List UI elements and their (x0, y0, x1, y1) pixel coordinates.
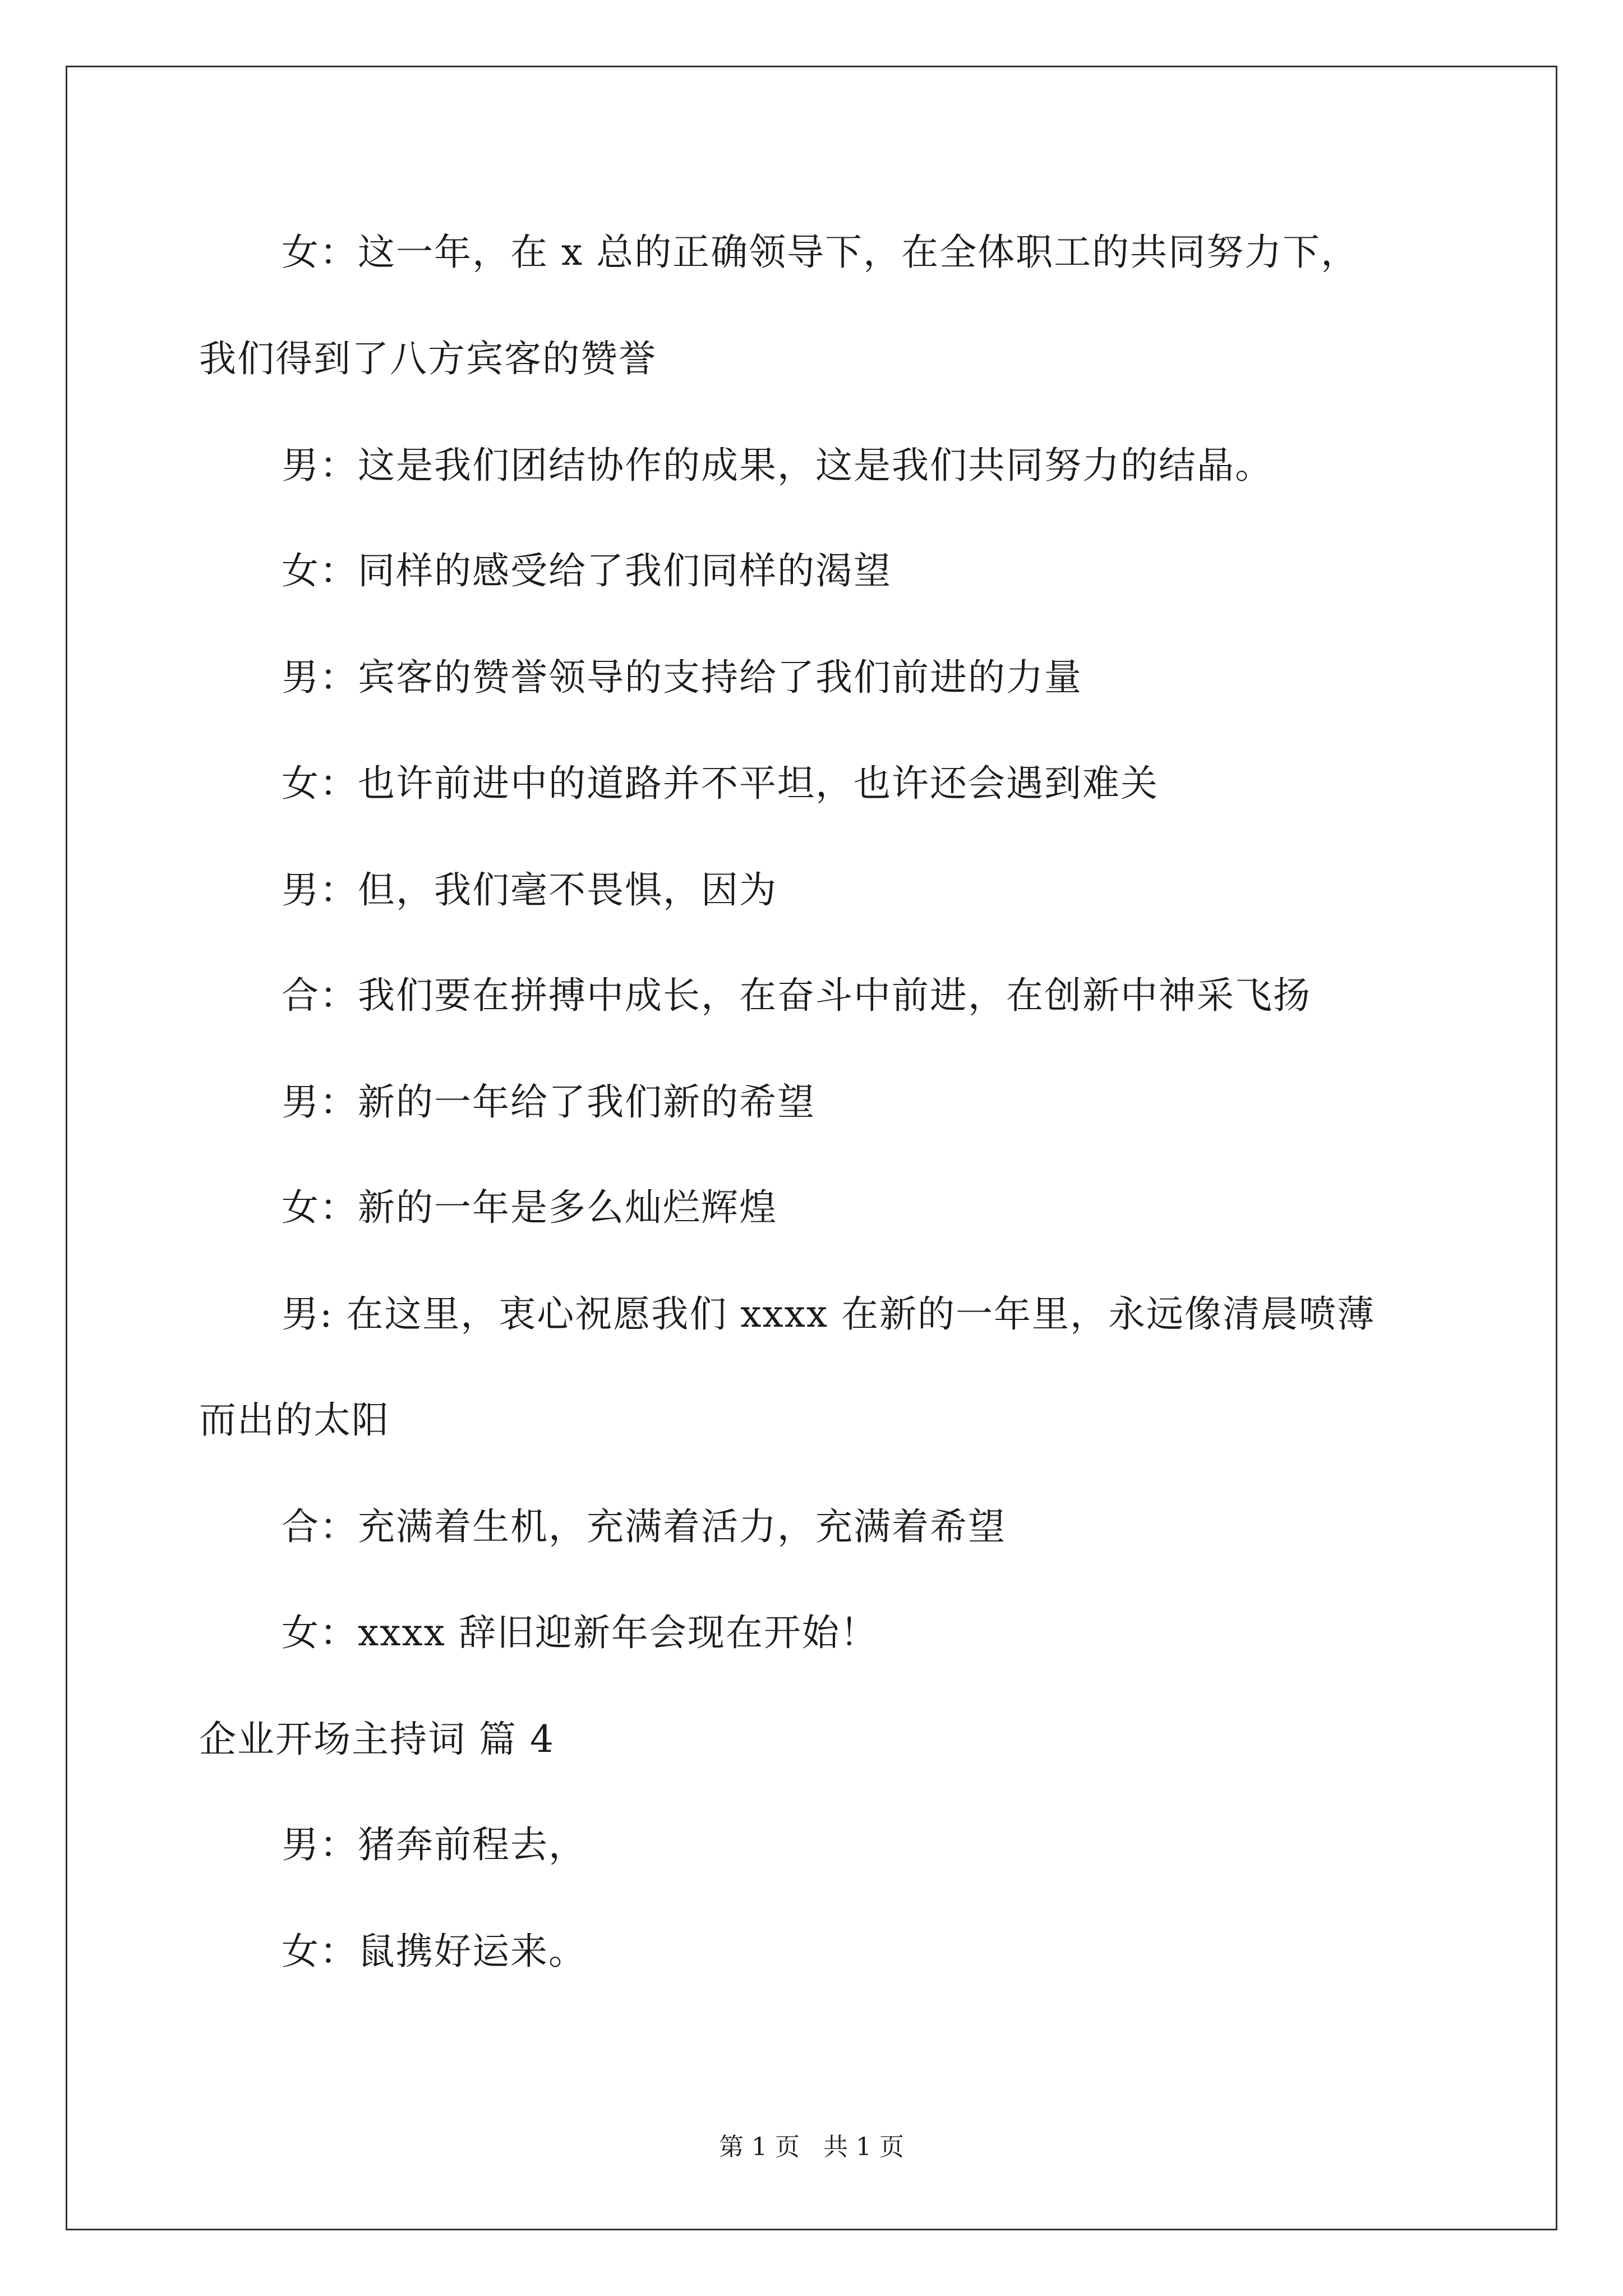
section-heading: 企业开场主持词 篇 4 (199, 1718, 555, 1761)
page-number: 第 1 页 (719, 2133, 800, 2161)
paragraph-line: 男：猪奔前程去， (282, 1823, 587, 1866)
paragraph-line: 而出的太阳 (199, 1398, 390, 1442)
page-footer (0, 2132, 1623, 2163)
paragraph-line: 男：但，我们毫不畏惧，因为 (282, 868, 777, 912)
paragraph-line: 男: 在这里，衷心祝愿我们 xxxx 在新的一年里，永远像清晨喷薄 (282, 1292, 1376, 1336)
paragraph-line: 男：这是我们团结协作的成果，这是我们共同努力的结晶。 (282, 444, 1273, 487)
paragraph-line: 女：也许前进中的道路并不平坦，也许还会遇到难关 (282, 762, 1159, 805)
page-border (66, 66, 1557, 2230)
paragraph-line: 女：xxxx 辞旧迎新年会现在开始！ (282, 1611, 878, 1654)
paragraph-line: 男：宾客的赞誉领导的支持给了我们前进的力量 (282, 656, 1082, 699)
paragraph-line: 女：鼠携好运来。 (282, 1930, 587, 1973)
paragraph-line: 合：充满着生机，充满着活力，充满着希望 (282, 1505, 1006, 1548)
paragraph-line: 合：我们要在拼搏中成长，在奋斗中前进，在创新中神采飞扬 (282, 974, 1311, 1017)
paragraph-line: 我们得到了八方宾客的赞誉 (199, 337, 657, 380)
page-total: 共 1 页 (823, 2133, 904, 2161)
paragraph-line: 女：新的一年是多么灿烂辉煌 (282, 1186, 777, 1229)
paragraph-line: 女：这一年，在 x 总的正确领导下，在全体职工的共同努力下， (282, 231, 1359, 274)
paragraph-line: 男：新的一年给了我们新的希望 (282, 1080, 815, 1124)
paragraph-line: 女：同样的感受给了我们同样的渴望 (282, 549, 892, 592)
